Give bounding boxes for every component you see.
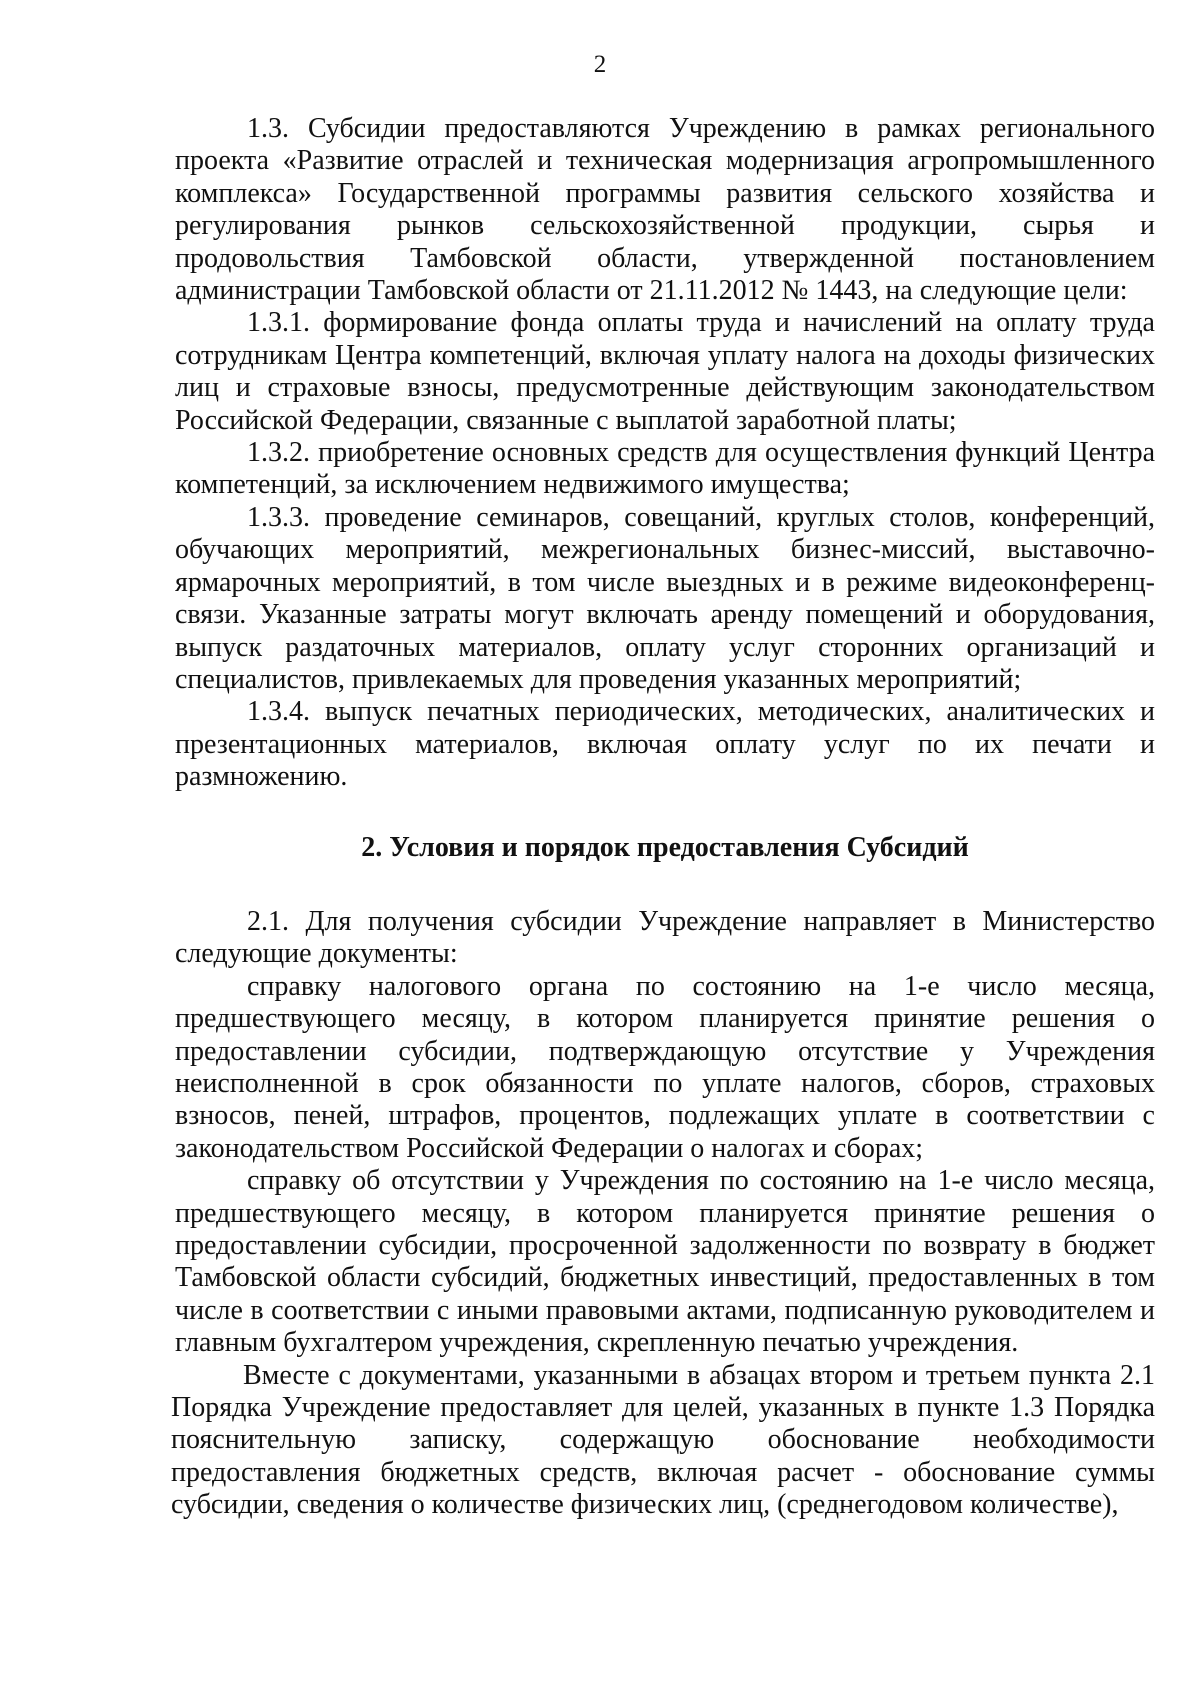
paragraph-1-3-4: 1.3.4. выпуск печатных периодических, методических, аналитических и презентационных материалов, включая оплату услуг по их печати и размножению. xyxy=(175,696,1155,793)
paragraph-document-2: справку об отсутствии у Учреждения по состоянию на 1-е число месяца, предшествующего месяцу, в котором планируется принятие решения о предоставлении субсидии, просроченной задолженности по возврату в бюджет Тамбовской области субсидий, бюджетных инвестиций, предоставленных в том числе в соответствии с иными правовыми актами, подписанную руководителем и главным бухгалтером учреждения, скрепленную печатью учреждения. xyxy=(175,1165,1155,1359)
section-heading: 2. Условия и порядок предоставления Субсидий xyxy=(361,831,969,863)
paragraph-document-1: справку налогового органа по состоянию на 1-е число месяца, предшествующего месяцу, в котором планируется принятие решения о предоставлении субсидии, подтверждающую отсутствие у Учреждения неисполненной в срок обязанности по уплате налогов, сборов, страховых взносов, пеней, штрафов, процентов, подлежащих уплате в соответствии с законодательством Российской Федерации о налогах и сборах; xyxy=(175,970,1155,1164)
paragraph-1-3-3: 1.3.3. проведение семинаров, совещаний, круглых столов, конференций, обучающих мероприятий, межрегиональных бизнес-миссий, выставочно-ярмарочных мероприятий, в том числе выездных и в режиме видеоконференц-связи. Указанные затраты могут включать аренду помещений и оборудования, выпуск раздаточных материалов, оплату услуг сторонних организаций и специалистов, привлекаемых для проведения указанных мероприятий; xyxy=(175,501,1155,695)
paragraph-1-3-1: 1.3.1. формирование фонда оплаты труда и начислений на оплату труда сотрудникам Центра компетенций, включая уплату налога на доходы физических лиц и страховые взносы, предусмотренные действующим законодательством Российской Федерации, связанные с выплатой заработной платы; xyxy=(175,307,1155,436)
paragraph-together-with-documents: Вместе с документами, указанными в абзацах втором и третьем пункта 2.1 Порядка Учреждение предоставляет для целей, указанных в пункте 1.3 Порядка пояснительную записку, содержащую обоснование необходимости предоставления бюджетных средств, включая расчет - обоснование суммы субсидии, сведения о количестве физических лиц, (среднегодовом количестве), xyxy=(171,1359,1155,1521)
page-number: 2 xyxy=(593,51,607,78)
paragraph-1-3: 1.3. Субсидии предоставляются Учреждению в рамках регионального проекта «Развитие отраслей и техническая модернизация агропромышленного комплекса» Государственной программы развития сельского хозяйства и регулирования рынков сельскохозяйственной продукции, сырья и продовольствия Тамбовской области, утвержденной постановлением администрации Тамбовской области от 21.11.2012 № 1443, на следующие цели: xyxy=(175,113,1155,307)
paragraph-2-1: 2.1. Для получения субсидии Учреждение направляет в Министерство следующие документы: xyxy=(175,905,1155,970)
document-body xyxy=(171,113,1155,1522)
paragraph-1-3-2: 1.3.2. приобретение основных средств для осуществления функций Центра компетенций, за исключением недвижимого имущества; xyxy=(175,437,1155,501)
